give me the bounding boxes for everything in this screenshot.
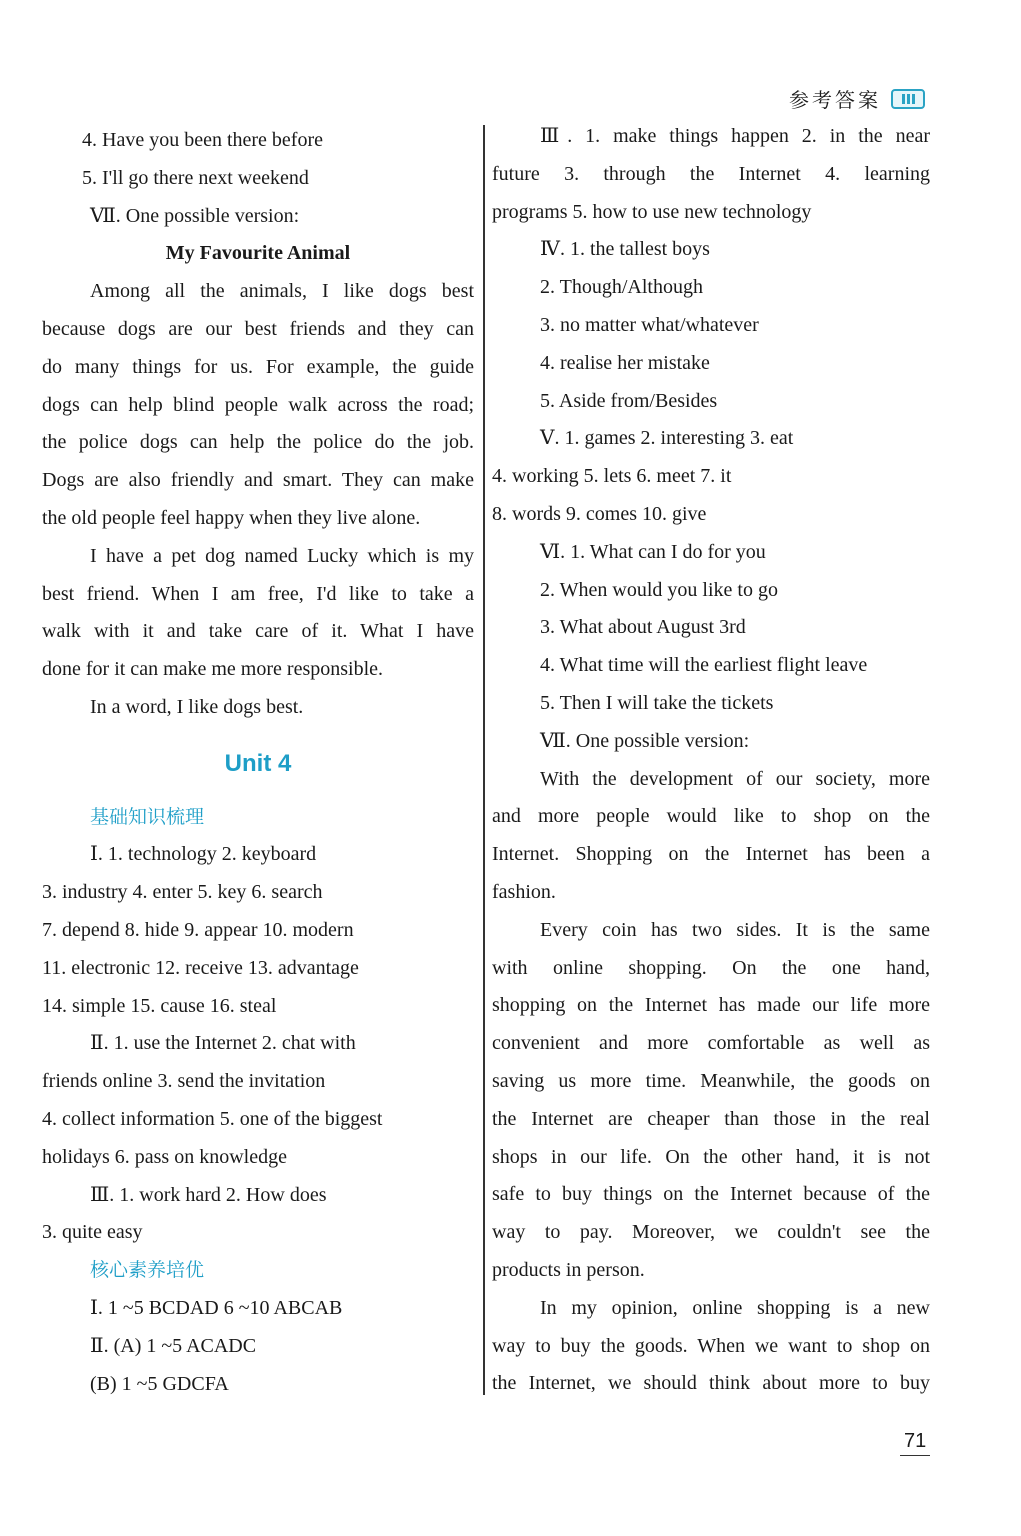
essay-line: and more people would like to shop on the	[492, 805, 930, 828]
essay-line: safe to buy things on the Internet because of the	[492, 1183, 930, 1206]
page-number: 71	[900, 1430, 930, 1456]
answer-line: holidays 6. pass on knowledge	[42, 1145, 287, 1168]
essay-line: With the development of our society, more	[540, 767, 930, 790]
essay-line: In my opinion, online shopping is a new	[540, 1296, 930, 1319]
essay-line: because dogs are our best friends and they can	[42, 317, 474, 340]
answer-line: Ⅴ. 1. games 2. interesting 3. eat	[540, 427, 794, 450]
answer-line: 8. words 9. comes 10. give	[492, 502, 707, 525]
essay-line: I have a pet dog named Lucky which is my	[90, 544, 474, 567]
answer-line: 4. working 5. lets 6. meet 7. it	[492, 465, 732, 488]
unit-title: Unit 4	[224, 749, 292, 777]
essay-line: products in person.	[492, 1258, 645, 1281]
section-heading: 核心素养培优	[90, 1259, 205, 1282]
essay-line: shopping on the Internet has made our life more	[492, 994, 930, 1017]
answer-line: 2. When would you like to go	[540, 578, 778, 601]
answer-line: 3. What about August 3rd	[540, 616, 746, 639]
answer-line: Ⅳ. 1. the tallest boys	[540, 238, 710, 261]
essay-line: shops in our life. On the other hand, it is not	[492, 1145, 930, 1168]
answer-line: Ⅲ. 1. work hard 2. How does	[90, 1183, 327, 1206]
essay-line: Internet. Shopping on the Internet has been a	[492, 843, 930, 866]
answer-line: 4. realise her mistake	[540, 351, 710, 374]
answer-line: Ⅰ. 1. technology 2. keyboard	[90, 843, 317, 866]
answer-line: Ⅶ. One possible version:	[90, 204, 300, 227]
answer-line: programs 5. how to use new technology	[492, 200, 812, 223]
essay-line: done for it can make me more responsible.	[42, 658, 383, 681]
answer-line: friends online 3. send the invitation	[42, 1070, 326, 1093]
answer-line: future 3. through the Internet 4. learning	[492, 162, 930, 185]
essay-line: dogs can help blind people walk across the road;	[42, 393, 474, 416]
essay-title: My Favourite Animal	[165, 242, 351, 265]
answer-line: 3. industry 4. enter 5. key 6. search	[42, 881, 323, 904]
essay-line: Every coin has two sides. It is the same	[540, 918, 930, 941]
answer-line: Ⅱ. 1. use the Internet 2. chat with	[90, 1032, 356, 1055]
book-icon	[891, 89, 925, 109]
answer-line: 3. no matter what/whatever	[540, 313, 759, 336]
answer-line: Ⅵ. 1. What can I do for you	[540, 540, 766, 563]
right-column	[492, 118, 930, 1403]
answer-line: 4. collect information 5. one of the biggest	[42, 1107, 383, 1130]
essay-line: best friend. When I am free, I'd like to take a	[42, 582, 474, 605]
answer-line: 5. Aside from/Besides	[540, 389, 718, 412]
answer-line: 4. Have you been there before	[82, 129, 323, 151]
answer-line: 5. Then I will take the tickets	[540, 691, 774, 714]
answer-line: Ⅰ. 1 ~5 BCDAD 6 ~10 ABCAB	[90, 1296, 343, 1319]
answer-line: 11. electronic 12. receive 13. advantage	[42, 956, 359, 979]
essay-line: with online shopping. On the one hand,	[492, 956, 930, 979]
essay-line: do many things for us. For example, the guide	[42, 355, 474, 378]
essay-line: In a word, I like dogs best.	[90, 695, 304, 718]
answer-line: 4. What time will the earliest flight leave	[540, 654, 868, 677]
essay-line: the police dogs can help the police do the job.	[42, 431, 474, 454]
essay-line: way to buy the goods. When we want to shop on	[492, 1334, 930, 1357]
answer-line: 5. I'll go there next weekend	[82, 166, 309, 189]
left-column	[42, 122, 474, 1403]
answer-line: 14. simple 15. cause 16. steal	[42, 994, 277, 1017]
essay-line: the Internet are cheaper than those in the real	[492, 1107, 930, 1130]
answer-line: 2. Though/Although	[540, 276, 703, 299]
essay-line: Among all the animals, I like dogs best	[90, 280, 474, 303]
column-divider	[483, 125, 485, 1395]
answer-line: Ⅲ. 1. make things happen 2. in the near	[540, 125, 930, 147]
essay-line: the Internet, we should think about more to buy	[492, 1372, 930, 1395]
header-title: 参考答案	[789, 88, 881, 112]
essay-line: convenient and more comfortable as well as	[492, 1032, 930, 1055]
page-header	[789, 84, 925, 113]
essay-line: saving us more time. Meanwhile, the goods on	[492, 1069, 930, 1092]
essay-line: fashion.	[492, 880, 556, 903]
essay-line: the old people feel happy when they live alone.	[42, 506, 421, 529]
essay-line: way to pay. Moreover, we couldn't see the	[492, 1221, 930, 1244]
answer-line: Ⅱ. (A) 1 ~5 ACADC	[90, 1334, 257, 1357]
answer-line: 3. quite easy	[42, 1221, 143, 1244]
essay-line: walk with it and take care of it. What I have	[42, 620, 474, 643]
answer-line: 7. depend 8. hide 9. appear 10. modern	[42, 918, 354, 941]
answer-line: (B) 1 ~5 GDCFA	[90, 1372, 229, 1395]
answer-line: Ⅶ. One possible version:	[540, 729, 750, 752]
essay-line: Dogs are also friendly and smart. They can make	[42, 469, 474, 492]
section-heading: 基础知识梳理	[90, 805, 205, 828]
